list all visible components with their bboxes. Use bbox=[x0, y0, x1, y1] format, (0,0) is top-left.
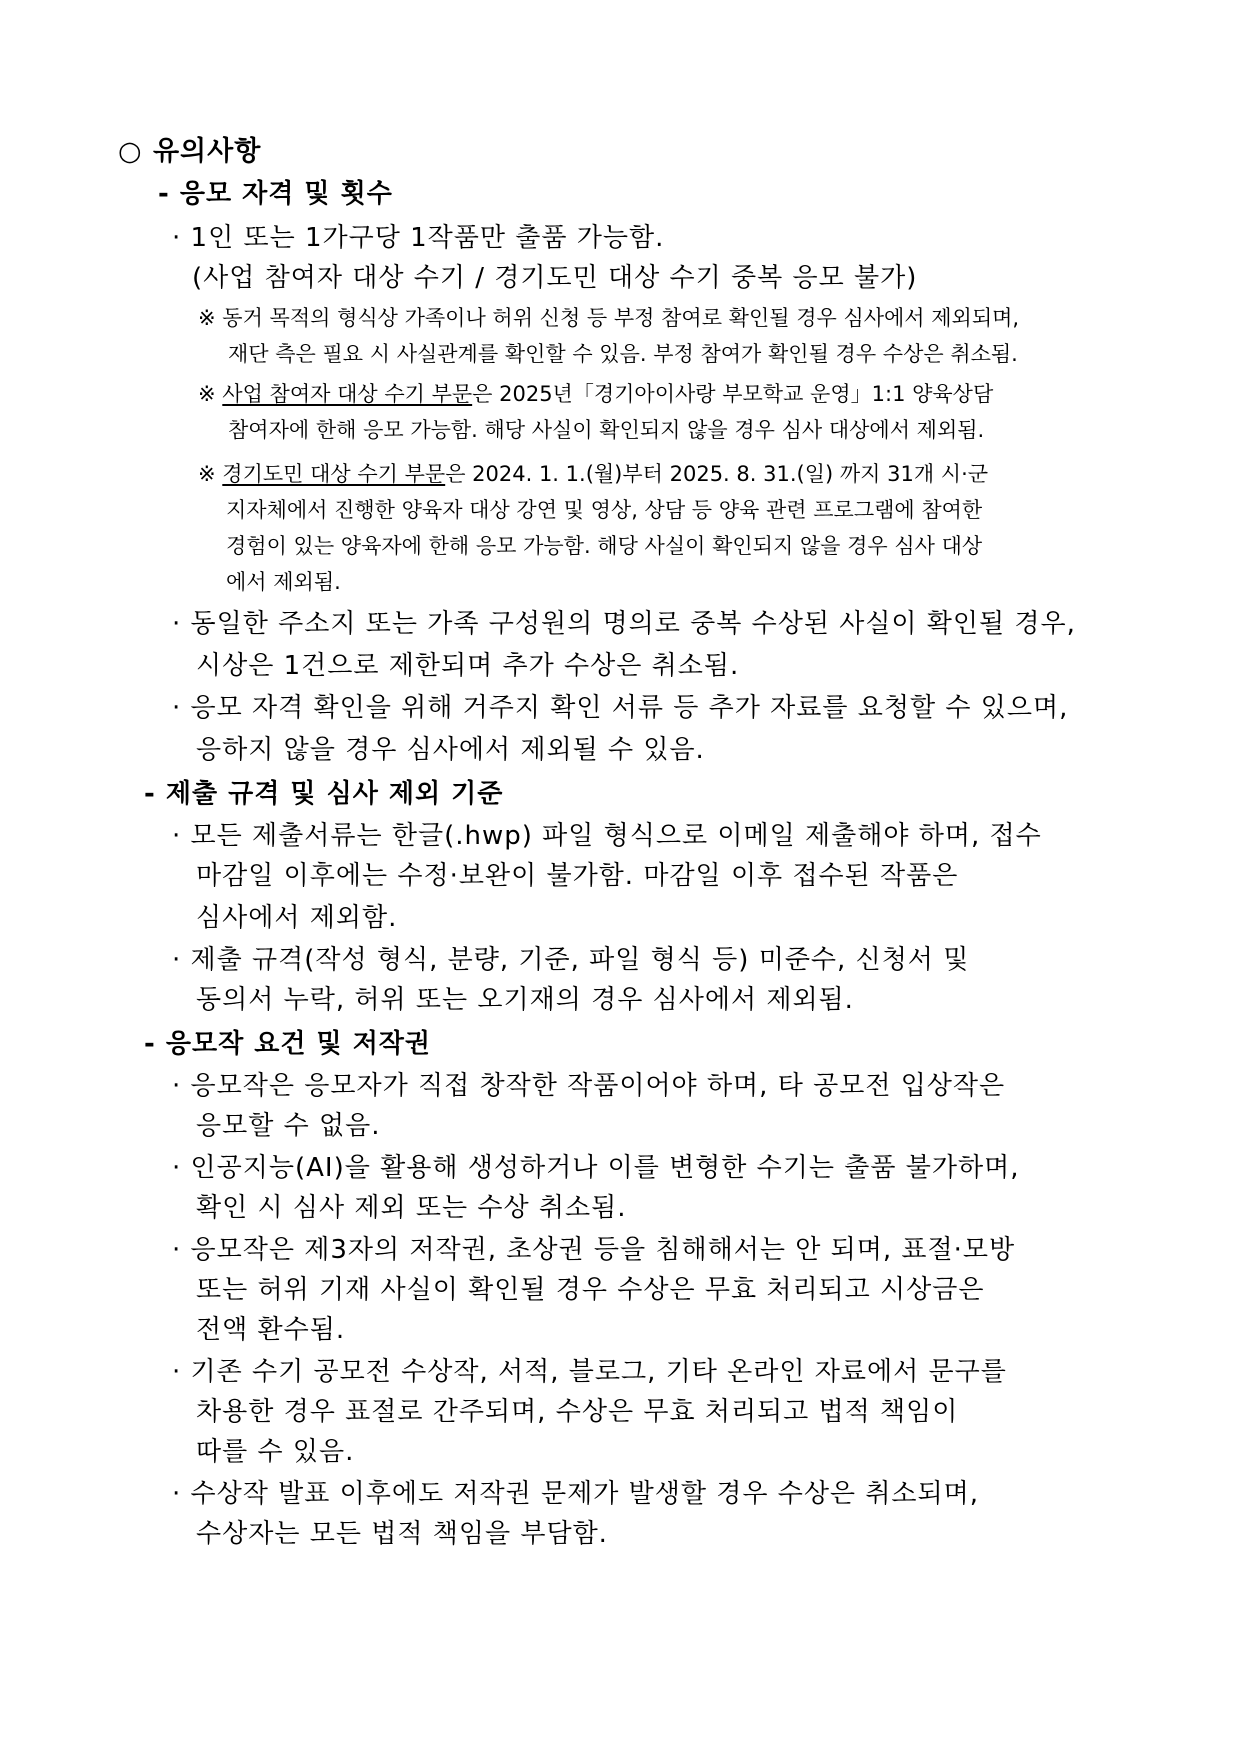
item-line: 시상은 1건으로 제한되며 추가 수상은 취소됨. bbox=[196, 651, 740, 681]
item-line: · 응모작은 제3자의 저작권, 초상권 등을 침해해서는 안 되며, 표절·모방 bbox=[172, 1235, 1016, 1265]
note-line: 에서 제외됨. bbox=[226, 570, 341, 594]
item-line: 심사에서 제외함. bbox=[196, 903, 398, 933]
item-line: 따를 수 있음. bbox=[196, 1437, 355, 1467]
item-line: 수상자는 모든 법적 책임을 부담함. bbox=[196, 1519, 608, 1549]
item-line: · 제출 규격(작성 형식, 분량, 기준, 파일 형식 등) 미준수, 신청서 및 bbox=[172, 945, 970, 975]
item-line: (사업 참여자 대상 수기 / 경기도민 대상 수기 중복 응모 불가) bbox=[192, 263, 918, 293]
note-underlined-text: 사업 참여자 대상 수기 부문 bbox=[222, 382, 473, 406]
item-line: 차용한 경우 표절로 간주되며, 수상은 무효 처리되고 법적 책임이 bbox=[196, 1397, 959, 1427]
item-line: 전액 환수됨. bbox=[196, 1315, 346, 1345]
item-line: · 응모작은 응모자가 직접 창작한 작품이어야 하며, 타 공모전 입상작은 bbox=[172, 1071, 1006, 1101]
group-heading: - 응모작 요건 및 저작권 bbox=[144, 1029, 432, 1059]
note-line: 재단 측은 필요 시 사실관계를 확인할 수 있음. 부정 참여가 확인될 경우 수상은 취소됨. bbox=[228, 342, 1018, 366]
item-line: 확인 시 심사 제외 또는 수상 취소됨. bbox=[196, 1193, 627, 1223]
item-line: · 모든 제출서류는 한글(.hwp) 파일 형식으로 이메일 제출해야 하며, 접수 bbox=[172, 821, 1042, 851]
note-text: 은 2025년「경기아이사랑 부모학교 운영」1:1 양육상담 bbox=[472, 382, 994, 406]
section-title bbox=[118, 132, 261, 172]
note-line bbox=[198, 378, 993, 410]
section-title-text: 유의사항 bbox=[152, 136, 262, 167]
group-heading: - 응모 자격 및 횟수 bbox=[158, 179, 393, 209]
item-line: · 인공지능(AI)을 활용해 생성하거나 이를 변형한 수기는 출품 불가하며, bbox=[172, 1153, 1020, 1183]
item-line: 또는 허위 기재 사실이 확인될 경우 수상은 무효 처리되고 시상금은 bbox=[196, 1275, 985, 1305]
item-line: · 수상작 발표 이후에도 저작권 문제가 발생할 경우 수상은 취소되며, bbox=[172, 1479, 980, 1509]
circle-bullet-icon: ○ bbox=[118, 136, 143, 167]
item-line: · 동일한 주소지 또는 가족 구성원의 명의로 중복 수상된 사실이 확인될 경우, bbox=[172, 609, 1076, 639]
note-underlined-text: 경기도민 대상 수기 부문 bbox=[222, 462, 446, 486]
item-line: · 기존 수기 공모전 수상작, 서적, 블로그, 기타 온라인 자료에서 문구를 bbox=[172, 1357, 1007, 1387]
item-line: 마감일 이후에는 수정·보완이 불가함. 마감일 이후 접수된 작품은 bbox=[196, 861, 959, 891]
item-line: 응모할 수 없음. bbox=[196, 1111, 381, 1141]
group-heading: - 제출 규격 및 심사 제외 기준 bbox=[144, 779, 504, 809]
note-line bbox=[198, 458, 988, 490]
item-line: 응하지 않을 경우 심사에서 제외될 수 있음. bbox=[196, 735, 705, 765]
note-text: 은 2024. 1. 1.(월)부터 2025. 8. 31.(일) 까지 31개 시·군 bbox=[445, 462, 989, 486]
note-line bbox=[198, 302, 1019, 334]
note-mark: ※ bbox=[198, 306, 216, 330]
item-line: · 응모 자격 확인을 위해 거주지 확인 서류 등 추가 자료를 요청할 수 있으며, bbox=[172, 693, 1069, 723]
note-mark: ※ bbox=[198, 382, 216, 406]
note-line: 경험이 있는 양육자에 한해 응모 가능함. 해당 사실이 확인되지 않을 경우 심사 대상 bbox=[226, 534, 983, 558]
note-mark: ※ bbox=[198, 462, 216, 486]
item-line: 동의서 누락, 허위 또는 오기재의 경우 심사에서 제외됨. bbox=[196, 985, 854, 1015]
note-line: 참여자에 한해 응모 가능함. 해당 사실이 확인되지 않을 경우 심사 대상에서 제외됨. bbox=[228, 418, 985, 442]
note-text: 동거 목적의 형식상 가족이나 허위 신청 등 부정 참여로 확인될 경우 심사에서 제외되며, bbox=[222, 306, 1020, 330]
note-line: 지자체에서 진행한 양육자 대상 강연 및 영상, 상담 등 양육 관련 프로그램에 참여한 bbox=[226, 498, 983, 522]
item-line: · 1인 또는 1가구당 1작품만 출품 가능함. bbox=[172, 223, 665, 253]
